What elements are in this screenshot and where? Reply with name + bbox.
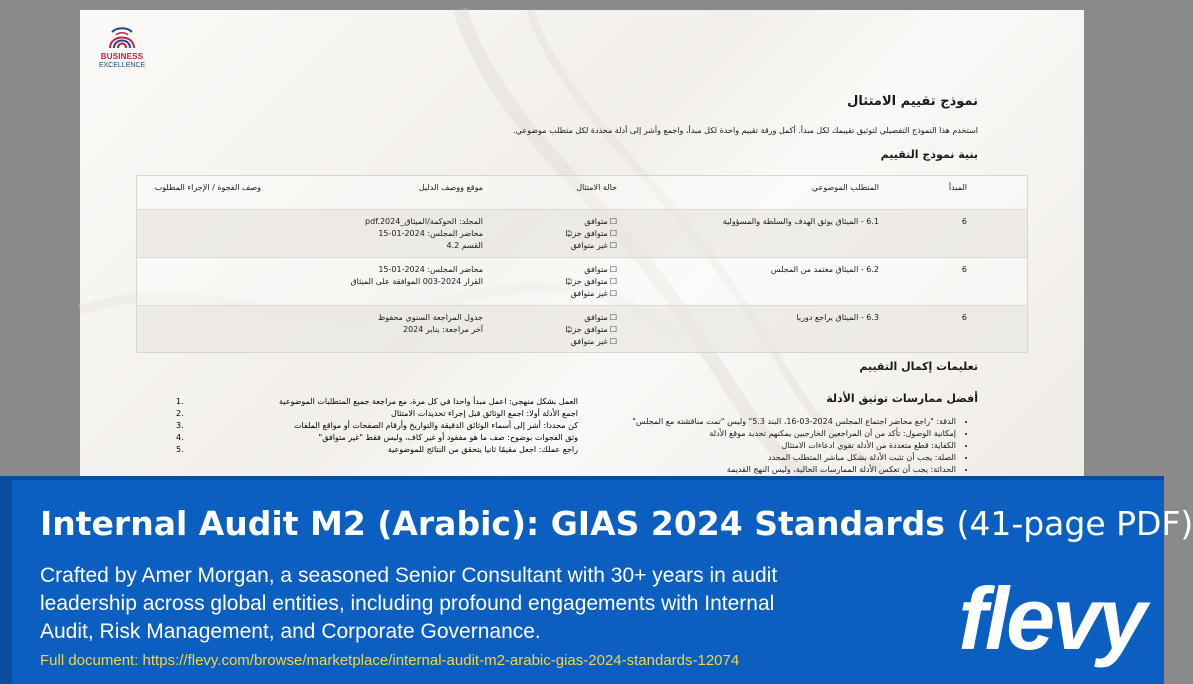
row-requirement: 6.1 - الميثاق يوثق الهدف والسلطة والمسؤولية bbox=[722, 217, 879, 226]
status-partial-checkbox[interactable]: ☐ متوافق جزئيًا bbox=[527, 228, 617, 240]
evidence-line: جدول المراجعة السنوي محفوظ bbox=[377, 313, 483, 322]
document-heading: نموذج تقييم الامتثال bbox=[847, 94, 978, 109]
step-text: وثق الفجوات بوضوح: صف ما هو مفقود أو غير كاف، وليس فقط "غير متوافق" bbox=[318, 433, 578, 442]
step-number: 1. bbox=[176, 397, 184, 406]
list-item: • الحداثة: يجب أن تعكس الأدلة الممارسات الحالية، وليس النهج القديمة bbox=[590, 464, 956, 476]
row-requirement: 6.2 - الميثاق معتمد من المجلس bbox=[770, 265, 879, 274]
flevy-logo[interactable]: flevy bbox=[958, 569, 1144, 668]
list-item: • إمكانية الوصول: تأكد من أن المراجعين الخارجيين يمكنهم تحديد موقع الأدلة bbox=[590, 428, 956, 440]
evidence-line: محاضر المجلس: 2024-01-15 bbox=[378, 265, 483, 274]
header-requirement: المتطلب الموضوعي bbox=[811, 183, 879, 192]
status-partial-checkbox[interactable]: ☐ متوافق جزئيًا bbox=[527, 324, 617, 336]
header-evidence: موقع ووصف الدليل bbox=[418, 183, 483, 192]
logo-text-business: BUSINESS bbox=[100, 52, 144, 61]
evidence-line: القرار 2024-003 الموافقة على الميثاق bbox=[350, 277, 483, 286]
list-item bbox=[178, 396, 578, 408]
step-text: اجمع الأدلة أولا: اجمع الوثائق قبل إجراء تحديدات الامتثال bbox=[391, 409, 578, 418]
list-item: • الدقة: "راجع محاضر اجتماع المجلس 2024-03-16، البند 5.3" وليس "تمت مناقشته مع المجلس" bbox=[590, 416, 956, 428]
document-intro: استخدم هذا النموذج التفصيلي لتوثيق تقييمك لكل مبدأ. أكمل ورقة تقييم واحدة لكل مبدأ، واجمع وأشر إلى أدلة محددة لكل متطلب موضوعي. bbox=[513, 126, 978, 135]
table-row bbox=[137, 306, 1027, 352]
status-noncompliant-checkbox[interactable]: ☐ غير متوافق bbox=[527, 240, 617, 252]
status-noncompliant-checkbox[interactable]: ☐ غير متوافق bbox=[527, 336, 617, 348]
row-status-options bbox=[527, 216, 617, 252]
banner-title bbox=[40, 504, 1193, 543]
row-requirement: 6.3 - الميثاق يراجع دوريا bbox=[796, 313, 879, 322]
list-item bbox=[178, 432, 578, 444]
banner-title-main: Internal Audit M2 (Arabic): GIAS 2024 Standards bbox=[40, 504, 945, 543]
row-status-options bbox=[527, 312, 617, 348]
list-item bbox=[178, 408, 578, 420]
document-page bbox=[80, 10, 1084, 480]
row-evidence bbox=[333, 264, 483, 288]
evidence-line: المجلد: الحوكمة/الميثاق_pdf.2024 bbox=[365, 217, 483, 226]
table-header-row bbox=[137, 176, 1027, 210]
evidence-line: القسم 4.2 bbox=[446, 241, 483, 250]
step-number: 4. bbox=[176, 433, 184, 442]
header-gap: وصف الفجوة / الإجراء المطلوب bbox=[154, 183, 261, 192]
list-item bbox=[178, 420, 578, 432]
step-text: كن محددا: أشر إلى أسماء الوثائق الدقيقة والتواريخ وأرقام الصفحات أو مواقع الملفات bbox=[294, 421, 578, 430]
document-link[interactable]: Full document: https://flevy.com/browse/marketplace/internal-audit-m2-arabic-gias-2024-standards-12074 bbox=[40, 652, 740, 669]
header-principle: المبدأ bbox=[948, 183, 967, 192]
status-partial-checkbox[interactable]: ☐ متوافق جزئيًا bbox=[527, 276, 617, 288]
table-row bbox=[137, 210, 1027, 258]
product-banner bbox=[0, 476, 1193, 684]
fingerprint-logo-icon bbox=[107, 26, 137, 52]
best-practices-heading: أفضل ممارسات توثيق الأدلة bbox=[826, 392, 978, 405]
row-principle: 6 bbox=[961, 265, 967, 274]
banner-left-stripe bbox=[0, 476, 12, 684]
logo-text-excellence: EXCELLENCE bbox=[98, 62, 146, 69]
list-item: • الصلة: يجب أن تثبت الأدلة بشكل مباشر المتطلب المحدد bbox=[590, 452, 956, 464]
step-text: العمل بشكل منهجي: اعمل مبدأ واحدا في كل مرة، مع مراجعة جميع المتطلبات الموضوعية bbox=[278, 397, 578, 406]
banner-top-stripe bbox=[0, 476, 1164, 480]
row-evidence bbox=[333, 216, 483, 252]
evidence-line: آخر مراجعة: يناير 2024 bbox=[403, 325, 483, 334]
status-compliant-checkbox[interactable]: ☐ متوافق bbox=[527, 312, 617, 324]
structure-heading: بنية نموذج التقييم bbox=[880, 148, 978, 161]
row-principle: 6 bbox=[961, 313, 967, 322]
list-item bbox=[178, 444, 578, 456]
instructions-heading: تعليمات إكمال التقييم bbox=[859, 360, 978, 373]
row-principle: 6 bbox=[961, 217, 967, 226]
evidence-line: محاضر المجلس: 2024-01-15 bbox=[378, 229, 483, 238]
step-text: راجع عملك: اجعل مقيمًا ثانيا يتحقق من النتائج للموضوعية bbox=[387, 445, 578, 454]
assessment-table bbox=[136, 175, 1028, 353]
banner-description: Crafted by Amer Morgan, a seasoned Senior Consultant with 30+ years in audit leadership across global entities, including profound engagements with Internal Audit, Risk Management, and Corporate Governance. bbox=[40, 564, 778, 643]
status-compliant-checkbox[interactable]: ☐ متوافق bbox=[527, 264, 617, 276]
company-logo bbox=[96, 26, 148, 70]
best-practices-list bbox=[590, 416, 990, 476]
header-status: حالة الامتثال bbox=[576, 183, 617, 192]
step-number: 5. bbox=[176, 445, 184, 454]
status-compliant-checkbox[interactable]: ☐ متوافق bbox=[527, 216, 617, 228]
banner-title-pages: (41-page PDF) bbox=[956, 504, 1193, 543]
step-number: 3. bbox=[176, 421, 184, 430]
list-item: • الكفاية: قطع متعددة من الأدلة تقوي ادعاءات الامتثال bbox=[590, 440, 956, 452]
row-evidence bbox=[333, 312, 483, 336]
row-status-options bbox=[527, 264, 617, 300]
table-row bbox=[137, 258, 1027, 306]
status-noncompliant-checkbox[interactable]: ☐ غير متوافق bbox=[527, 288, 617, 300]
step-number: 2. bbox=[176, 409, 184, 418]
instruction-steps bbox=[178, 396, 578, 456]
